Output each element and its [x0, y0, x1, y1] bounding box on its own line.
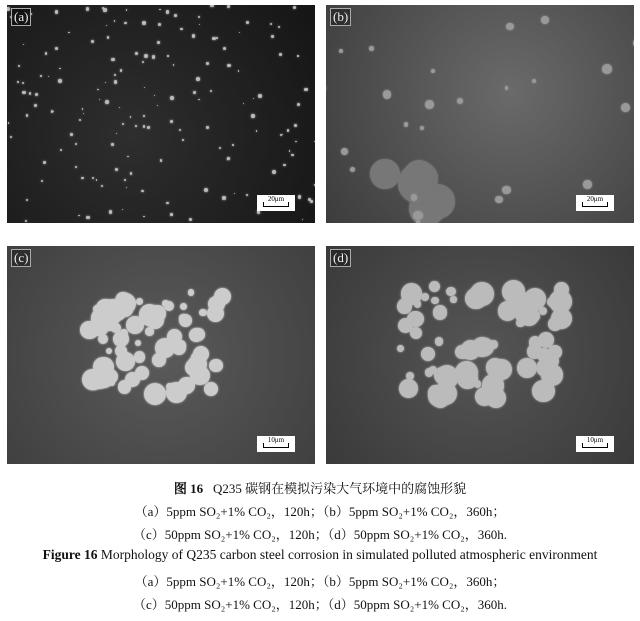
texture-spot	[294, 124, 297, 127]
texture-spot	[383, 90, 391, 98]
texture-spot	[107, 36, 110, 39]
texture-spot	[188, 289, 194, 295]
texture-spot	[429, 281, 440, 292]
texture-spot	[431, 297, 438, 304]
texture-spot	[101, 185, 103, 187]
texture-spot	[543, 378, 551, 386]
texture-spot	[59, 68, 60, 69]
texture-spot	[227, 5, 230, 8]
texture-spot	[475, 387, 494, 406]
texture-spot	[420, 126, 424, 130]
texture-spot	[96, 179, 98, 181]
texture-spot	[135, 340, 141, 346]
texture-spot	[341, 148, 348, 155]
texture-spot	[421, 347, 435, 361]
texture-spot	[227, 158, 228, 159]
texture-spot	[141, 190, 143, 192]
texture-spot	[282, 134, 283, 135]
texture-spot	[243, 103, 244, 104]
caption-en-title	[0, 547, 640, 563]
texture-spot	[83, 113, 84, 114]
texture-spot	[257, 210, 261, 214]
texture-spot	[78, 215, 80, 217]
texture-spot	[35, 93, 39, 97]
texture-spot	[446, 287, 455, 296]
texture-spot	[91, 40, 94, 43]
texture-spot	[122, 123, 124, 125]
scale-bar	[576, 195, 614, 211]
texture-spot	[120, 69, 123, 72]
texture-spot	[143, 115, 145, 117]
texture-spot	[270, 23, 272, 25]
texture-spot	[457, 368, 478, 389]
texture-spot	[198, 99, 200, 101]
texture-spot	[79, 119, 81, 121]
texture-spot	[114, 80, 117, 83]
texture-spot	[206, 126, 209, 129]
texture-spot	[421, 293, 429, 301]
texture-spot	[621, 103, 630, 112]
fig-number: 图 16	[173, 481, 204, 496]
texture-spot	[246, 194, 248, 196]
texture-spot	[97, 89, 99, 91]
texture-spot	[495, 196, 503, 204]
texture-spot	[246, 21, 249, 24]
texture-spot	[158, 23, 161, 26]
panel-label: (b)	[330, 8, 351, 26]
texture-spot	[34, 104, 37, 107]
texture-spot	[114, 74, 116, 76]
texture-spot	[126, 316, 144, 334]
texture-spot	[130, 116, 132, 118]
texture-spot	[272, 170, 276, 174]
texture-spot	[115, 168, 118, 171]
texture-spot	[416, 220, 421, 223]
texture-spot	[111, 143, 114, 146]
texture-spot	[253, 98, 254, 99]
texture-spot	[289, 150, 290, 151]
texture-spot	[223, 47, 226, 50]
texture-spot	[109, 380, 115, 386]
texture-spot	[119, 107, 120, 108]
fig-title: Q235 碳钢在模拟污染大气环境中的腐蚀形貌	[212, 481, 467, 496]
texture-spot	[91, 308, 112, 329]
texture-spot	[145, 327, 154, 336]
texture-spot	[369, 46, 374, 51]
sem-image-d	[326, 246, 634, 464]
texture-spot	[81, 177, 83, 179]
texture-spot	[135, 366, 149, 380]
texture-spot	[302, 219, 303, 220]
texture-spot	[99, 99, 100, 100]
texture-spot	[159, 9, 160, 10]
texture-spot	[461, 340, 481, 360]
texture-spot	[297, 103, 300, 106]
texture-spot	[152, 55, 156, 59]
texture-spot	[465, 288, 487, 310]
texture-spot	[86, 216, 89, 219]
scale-bar	[257, 436, 295, 452]
texture-spot	[124, 22, 127, 25]
texture-spot	[106, 25, 107, 26]
texture-spot	[256, 130, 258, 132]
texture-spot	[222, 196, 226, 200]
texture-spot	[399, 379, 418, 398]
texture-spot	[287, 129, 289, 131]
texture-spot	[173, 64, 174, 65]
texture-spot	[517, 358, 537, 378]
texture-spot	[126, 187, 127, 188]
texture-spot	[105, 82, 106, 83]
texture-spot	[633, 39, 634, 48]
panel-label: (a)	[11, 8, 31, 26]
texture-spot	[190, 366, 210, 386]
texture-spot	[174, 14, 177, 17]
texture-spot	[234, 193, 235, 194]
texture-spot	[198, 16, 200, 18]
texture-spot	[251, 114, 254, 117]
texture-spot	[22, 82, 24, 84]
texture-spot	[105, 100, 109, 104]
texture-spot	[146, 311, 164, 329]
texture-spot	[160, 159, 162, 161]
texture-spot	[75, 166, 77, 168]
texture-spot	[238, 70, 240, 72]
texture-spot	[86, 7, 90, 11]
texture-spot	[166, 202, 168, 204]
texture-spot	[207, 305, 224, 322]
texture-spot	[53, 111, 54, 112]
texture-spot	[17, 81, 19, 83]
texture-spot	[239, 32, 241, 34]
scale-text: 10μm	[586, 436, 604, 444]
texture-spot	[68, 32, 69, 33]
texture-spot	[258, 94, 262, 98]
scale-bar	[257, 195, 295, 211]
texture-spot	[413, 211, 423, 221]
texture-spot	[502, 186, 510, 194]
texture-spot	[506, 293, 517, 304]
texture-spot	[25, 220, 27, 222]
texture-spot	[26, 114, 29, 117]
texture-spot	[291, 154, 293, 156]
texture-spot	[136, 298, 143, 305]
texture-spot	[26, 199, 28, 201]
texture-spot	[109, 210, 112, 213]
texture-spot	[166, 383, 174, 391]
texture-spot	[310, 200, 312, 202]
texture-spot	[143, 125, 145, 127]
texture-spot	[506, 23, 514, 31]
texture-spot	[126, 9, 128, 11]
texture-spot	[167, 55, 168, 56]
texture-spot	[180, 28, 182, 30]
texture-spot	[111, 58, 115, 62]
texture-spot	[70, 133, 73, 136]
texture-spot	[489, 340, 498, 349]
texture-spot	[283, 164, 285, 166]
texture-spot	[214, 288, 231, 305]
texture-spot	[164, 301, 174, 311]
texture-spot	[397, 345, 404, 352]
texture-spot	[10, 136, 12, 138]
texture-spot	[532, 79, 536, 83]
texture-spot	[232, 144, 234, 146]
texture-spot	[179, 314, 187, 322]
caption-cn-line2: （c）50ppm SO₂+1% CO₂，120h；（d）50ppm SO₂+1% CO₂，360h.	[132, 527, 508, 542]
texture-spot	[204, 382, 218, 396]
texture-spot	[144, 87, 145, 88]
texture-spot	[297, 55, 298, 56]
texture-spot	[106, 348, 112, 354]
texture-spot	[58, 79, 61, 82]
texture-spot	[210, 90, 213, 93]
texture-spot	[189, 328, 203, 342]
texture-spot	[314, 184, 315, 186]
texture-spot	[55, 10, 58, 13]
texture-spot	[541, 16, 549, 24]
texture-spot	[271, 35, 274, 38]
scale-text: 20μm	[267, 195, 285, 203]
texture-spot	[425, 100, 434, 109]
texture-spot	[210, 5, 214, 7]
texture-spot	[602, 64, 612, 74]
scale-text: 20μm	[586, 195, 604, 203]
panel-label: (c)	[11, 249, 31, 267]
texture-spot	[304, 88, 308, 92]
texture-spot	[350, 167, 355, 172]
texture-spot	[537, 348, 551, 362]
texture-spot	[130, 172, 133, 175]
texture-spot	[199, 309, 207, 317]
texture-spot	[135, 125, 137, 127]
texture-spot	[152, 353, 166, 367]
caption-cn-title	[0, 478, 640, 497]
texture-spot	[204, 188, 208, 192]
texture-spot	[116, 133, 117, 134]
texture-spot	[157, 41, 160, 44]
texture-spot	[82, 108, 83, 109]
texture-spot	[116, 352, 135, 371]
texture-spot	[278, 26, 280, 28]
texture-spot	[401, 283, 422, 304]
texture-spot	[298, 195, 302, 199]
caption-en-line1: （a）5ppm SO₂+1% CO₂，120h；（b）5ppm SO₂+1% CO₂，360h；	[134, 574, 506, 589]
texture-spot	[227, 64, 230, 67]
fig-number: Figure 16	[42, 547, 98, 562]
texture-spot	[180, 303, 188, 311]
texture-spot	[170, 120, 173, 123]
texture-spot	[293, 6, 296, 9]
texture-spot	[498, 301, 518, 321]
texture-spot	[206, 62, 209, 65]
texture-spot	[216, 37, 218, 39]
texture-spot	[279, 53, 282, 56]
texture-spot	[450, 296, 456, 302]
scale-bar	[576, 436, 614, 452]
texture-spot	[103, 8, 106, 11]
texture-spot	[92, 177, 94, 179]
texture-spot	[179, 129, 181, 131]
panel-label: (d)	[330, 249, 351, 267]
texture-spot	[193, 91, 197, 95]
texture-spot	[434, 382, 457, 405]
texture-spot	[435, 337, 444, 346]
texture-spot	[154, 95, 155, 96]
texture-spot	[143, 216, 144, 217]
texture-spot	[124, 179, 126, 181]
texture-spot	[29, 92, 32, 95]
texture-spot	[295, 141, 296, 142]
texture-spot	[144, 54, 148, 58]
texture-spot	[170, 213, 173, 216]
texture-spot	[7, 7, 10, 11]
texture-spot	[23, 44, 24, 45]
texture-spot	[370, 159, 400, 189]
texture-spot	[55, 47, 58, 50]
texture-spot	[43, 161, 46, 164]
texture-spot	[45, 52, 48, 55]
texture-spot	[144, 383, 166, 405]
texture-spot	[554, 282, 569, 297]
sem-image-b	[326, 5, 634, 223]
texture-spot	[40, 75, 42, 77]
texture-spot	[114, 293, 136, 315]
texture-spot	[166, 10, 170, 14]
texture-spot	[431, 69, 435, 73]
texture-spot	[196, 77, 200, 81]
texture-spot	[209, 359, 223, 373]
texture-spot	[437, 377, 443, 383]
texture-spot	[122, 209, 123, 210]
texture-spot	[314, 141, 315, 142]
texture-spot	[114, 20, 115, 21]
texture-spot	[75, 143, 77, 145]
texture-spot	[134, 351, 146, 363]
sem-image-a	[7, 5, 315, 223]
texture-spot	[189, 218, 192, 221]
texture-spot	[60, 149, 62, 151]
texture-spot	[170, 96, 174, 100]
texture-spot	[127, 156, 129, 158]
scale-text: 10μm	[267, 436, 285, 444]
texture-spot	[583, 180, 591, 188]
texture-spot	[142, 61, 144, 63]
texture-spot	[135, 52, 137, 54]
texture-spot	[157, 105, 158, 106]
texture-spot	[192, 34, 196, 38]
texture-spot	[433, 305, 447, 319]
texture-spot	[22, 91, 25, 94]
texture-spot	[457, 98, 463, 104]
caption-en-line2: （c）50ppm SO₂+1% CO₂，120h；（d）50ppm SO₂+1% CO₂，360h.	[132, 597, 508, 612]
texture-spot	[404, 160, 434, 190]
sem-image-c	[7, 246, 315, 464]
texture-spot	[516, 319, 525, 328]
texture-spot	[219, 147, 221, 149]
fig-title: Morphology of Q235 carbon steel corrosion in simulated polluted atmospheric environment	[100, 547, 598, 562]
texture-spot	[8, 122, 9, 123]
texture-spot	[142, 21, 146, 25]
texture-spot	[147, 126, 150, 129]
texture-spot	[182, 139, 184, 141]
texture-spot	[505, 86, 509, 90]
texture-spot	[48, 76, 49, 77]
texture-spot	[199, 24, 200, 25]
texture-spot	[41, 180, 43, 182]
texture-spot	[404, 122, 408, 126]
texture-spot	[339, 49, 343, 53]
texture-spot	[18, 65, 20, 67]
caption-cn-line1: （a）5ppm SO₂+1% CO₂，120h；（b）5ppm SO₂+1% CO₂，360h；	[134, 504, 506, 519]
